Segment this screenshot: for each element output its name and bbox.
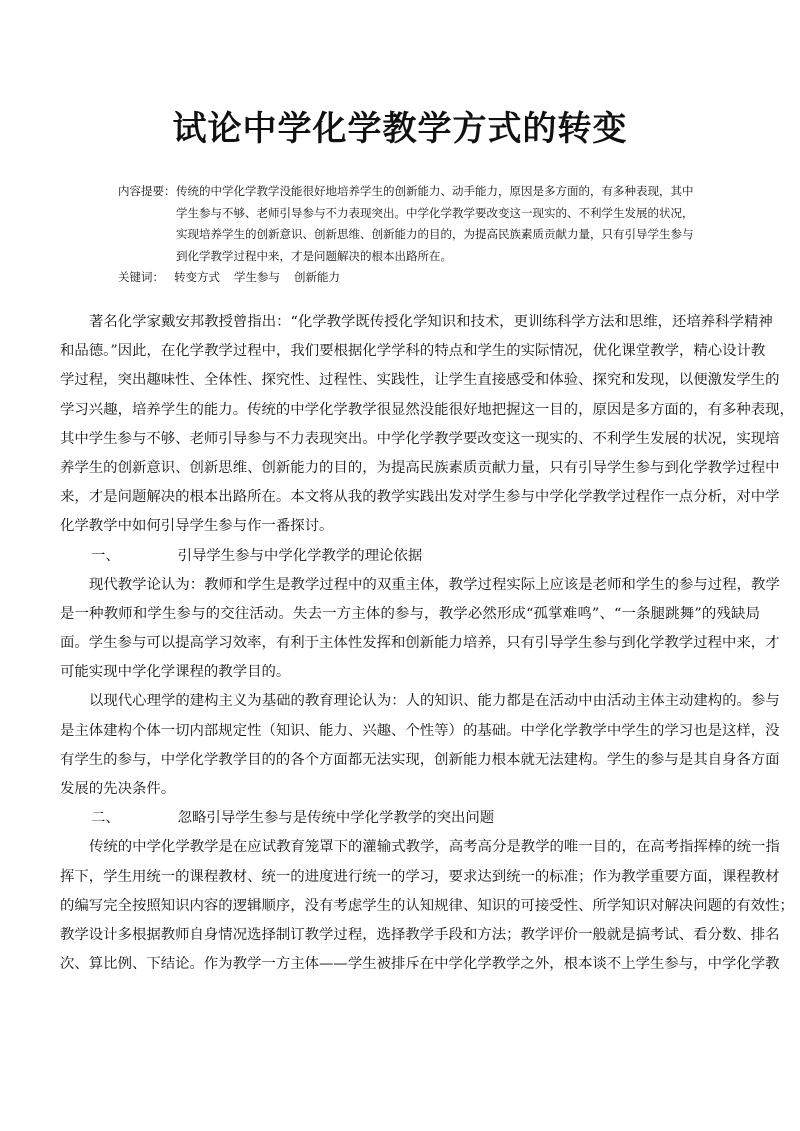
abstract-line: 到化学教学过程中来，才是问题解决的根本出路所在。 (176, 248, 452, 263)
text-line: 次、算比例、下结论。作为教学一方主体——学生被排斥在中学化学教学之外，根本谈不上学生参与，中学化学教 (60, 956, 780, 973)
text-line: 发展的先决条件。 (60, 781, 176, 797)
text-line: 化学教学中如何引导学生参与作一番探讨。 (60, 518, 334, 535)
document-title: 试论中学化学教学方式的转变 (172, 109, 628, 149)
abstract-text (176, 181, 743, 267)
text-line: 有学生的参与，中学化学教学目的的各个方面都无法实现，创新能力根本就无法建构。学生的参与是其自身各方面 (60, 751, 780, 768)
section-number: 二、 (91, 810, 120, 827)
text-line: 挥下，学生用统一的课程教材、统一的进度进行统一的学习，要求达到统一的标准；作为教学重要方面，课程教材 (60, 868, 780, 885)
section-title: 忽略引导学生参与是传统中学化学教学的突出问题 (177, 810, 495, 827)
keyword-item: 创新能力 (294, 270, 340, 284)
abstract-line: 实现培养学生的创新意识、创新思维、创新能力的目的，为提高民族素质贡献力量，只有引导学生参与 (176, 227, 694, 241)
section-title: 引导学生参与中学化学教学的理论依据 (177, 547, 423, 564)
text-line: 可能实现中学化学课程的教学目的。 (60, 664, 291, 681)
text-line: 和品德。”因此，在化学教学过程中，我们要根据化学学科的特点和学生的实际情况，优化课堂教学，精心设计教 (60, 343, 766, 360)
paragraph-problem (60, 833, 794, 979)
text-line: 其中学生参与不够、老师引导参与不力表现突出。中学化学教学要改变这一现实的、不利学生发展的状况，实现培 (60, 430, 780, 447)
keywords-row (118, 267, 743, 289)
document-body (60, 308, 794, 979)
text-line: 的编写完全按照知识内容的逻辑顺序，没有考虑学生的认知规律、知识的可接受性、所学知识对解决问题的有效性； (60, 897, 794, 914)
paragraph-intro (60, 308, 794, 542)
abstract-label: 内容提要： (118, 184, 176, 198)
abstract-line: 学生参与不够、老师引导参与不力表现突出。中学化学教学要改变这一现实的、不利学生发展的状况， (176, 205, 694, 220)
text-line: 养学生的创新意识、创新思维、创新能力的目的，为提高民族素质贡献力量，只有引导学生参与到化学教学过程中 (60, 459, 780, 476)
section-heading-2 (60, 804, 760, 833)
text-line: 以现代心理学的建构主义为基础的教育理论认为：人的知识、能力都是在活动中由活动主体主动建构的。参与 (89, 693, 780, 710)
text-line: 学过程，突出趣味性、全体性、探究性、过程性、实践性，让学生直接感受和体验、探究和发现，以便激发学生的 (60, 372, 780, 389)
section-number: 一、 (91, 547, 120, 564)
text-line: 学习兴趣，培养学生的能力。传统的中学化学教学很显然没能很好地把握这一目的，原因是多方面的，有多种表现， (60, 401, 794, 418)
abstract-line: 传统的中学化学教学没能很好地培养学生的创新能力、动手能力，原因是多方面的，有多种表现，其中 (176, 184, 694, 198)
text-line: 传统的中学化学教学是在应试教育笼罩下的灌输式教学，高考高分是教学的唯一目的，在高考指挥棒的统一指 (89, 839, 780, 856)
text-line: 是一种教师和学生参与的交往活动。失去一方主体的参与，教学必然形成“孤掌难鸣”、“一条腿跳舞”的残缺局 (60, 605, 760, 622)
keyword-item: 转变方式 (174, 270, 220, 284)
abstract-block (118, 181, 743, 289)
text-line: 面。学生参与可以提高学习效率，有利于主体性发挥和创新能力培养，只有引导学生参与到化学教学过程中来，才 (60, 635, 780, 652)
keywords-label: 关键词： (118, 270, 164, 284)
paragraph-theory-2 (60, 687, 780, 804)
keyword-item: 学生参与 (234, 270, 280, 284)
section-heading-1 (60, 542, 760, 571)
text-line: 现代教学论认为：教师和学生是教学过程中的双重主体，教学过程实际上应该是老师和学生的参与过程，教学 (89, 576, 780, 593)
text-line: 来，才是问题解决的根本出路所在。本文将从我的教学实践出发对学生参与中学化学教学过程作一点分析，对中学 (60, 489, 780, 506)
text-line: 是主体建构个体一切内部规定性（知识、能力、兴趣、个性等）的基础。中学化学教学中学生的学习也是这样，没 (60, 722, 780, 739)
paragraph-theory-1 (60, 571, 780, 688)
text-line: 教学设计多根据教师自身情况选择制订教学过程，选择教学手段和方法；教学评价一般就是搞考试、看分数、排名 (60, 926, 780, 943)
text-line: 著名化学家戴安邦教授曾指出：“化学教学既传授化学知识和技术，更训练科学方法和思维，还培养科学精神 (89, 314, 773, 330)
abstract-row (118, 181, 743, 267)
